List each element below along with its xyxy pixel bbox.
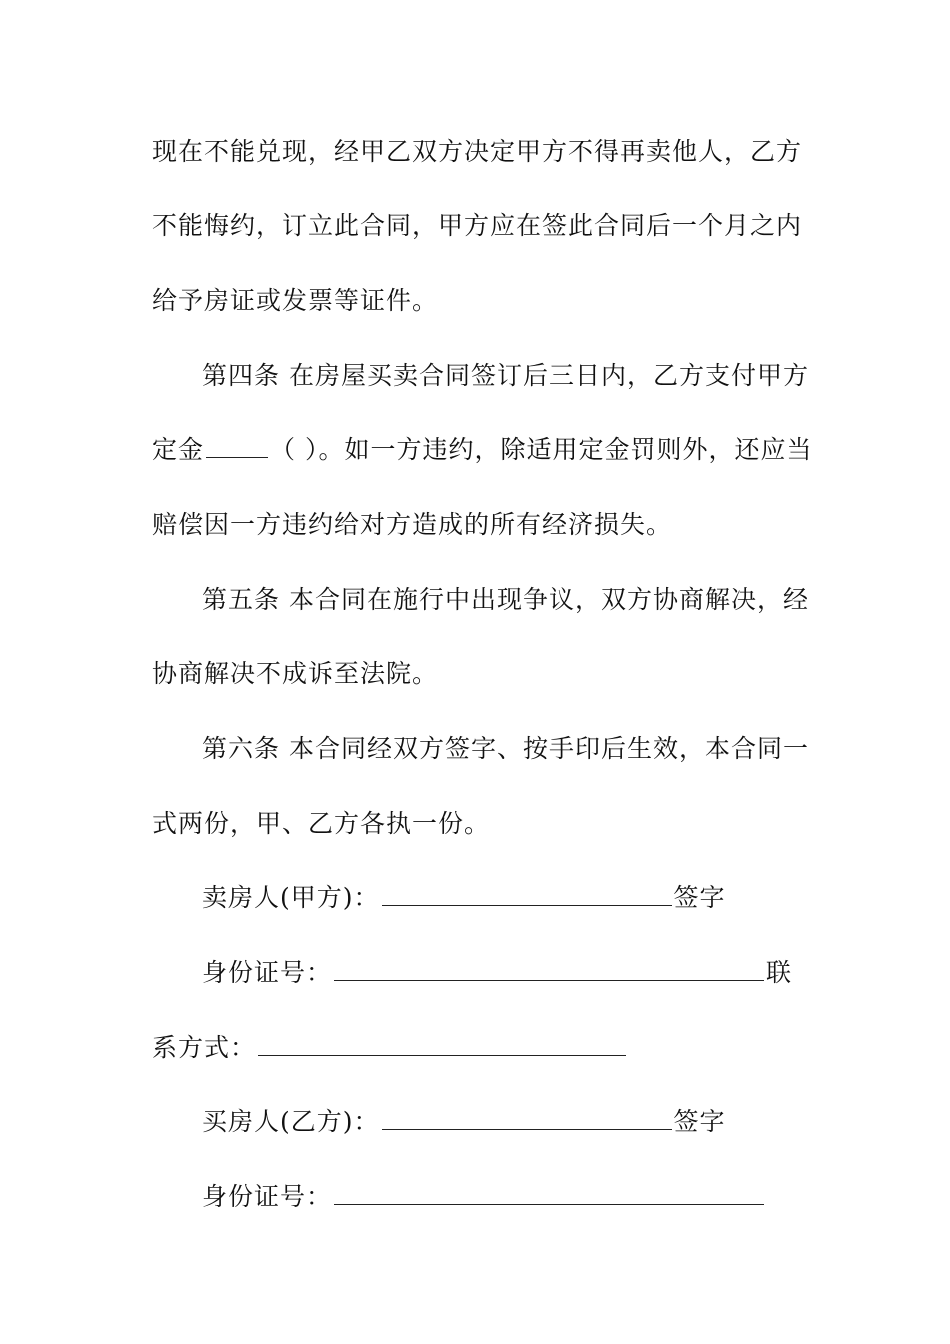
- buyer-name-field[interactable]: [382, 1107, 672, 1130]
- buyer-label: 买房人(乙方)：: [202, 1107, 380, 1136]
- deposit-text: （ ）。如一方违约，除适用定金罚则外，还应当: [270, 435, 813, 464]
- paragraph-line: 式两份，甲、乙方各执一份。: [152, 809, 491, 838]
- deposit-line: [152, 434, 812, 466]
- deposit-blank[interactable]: [206, 435, 268, 458]
- seller-contact-label: 系方式：: [152, 1033, 257, 1062]
- paragraph-line: 协商解决不成诉至法院。: [152, 659, 439, 688]
- paragraph-line: 赔偿因一方违约给对方造成的所有经济损失。: [152, 510, 673, 539]
- seller-id-line: [202, 957, 792, 989]
- seller-contact-field[interactable]: [258, 1033, 626, 1056]
- paragraph-line: 不能悔约，订立此合同，甲方应在签此合同后一个月之内: [152, 211, 803, 240]
- seller-name-field[interactable]: [382, 883, 672, 906]
- seller-sign-label: 签字: [673, 883, 726, 912]
- seller-contact-line: [152, 1032, 628, 1064]
- article-five-line: 第五条 本合同在施行中出现争议，双方协商解决，经: [202, 585, 809, 614]
- seller-label: 卖房人(甲方)：: [202, 883, 380, 912]
- seller-contact-tail: 联: [766, 958, 793, 987]
- buyer-id-line: [202, 1181, 766, 1213]
- seller-id-label: 身份证号：: [202, 958, 333, 987]
- article-six-line: 第六条 本合同经双方签字、按手印后生效，本合同一: [202, 734, 809, 763]
- buyer-sign-label: 签字: [673, 1107, 726, 1136]
- seller-sign-line: [202, 882, 726, 914]
- paragraph-line: 给予房证或发票等证件。: [152, 286, 439, 315]
- paragraph-line: 现在不能兑现，经甲乙双方决定甲方不得再卖他人，乙方: [152, 137, 803, 166]
- article-four-line: 第四条 在房屋买卖合同签订后三日内，乙方支付甲方: [202, 361, 809, 390]
- buyer-sign-line: [202, 1106, 726, 1138]
- deposit-label: 定金: [152, 435, 205, 464]
- seller-id-field[interactable]: [334, 958, 764, 981]
- buyer-id-field[interactable]: [334, 1182, 764, 1205]
- buyer-id-label: 身份证号：: [202, 1182, 333, 1211]
